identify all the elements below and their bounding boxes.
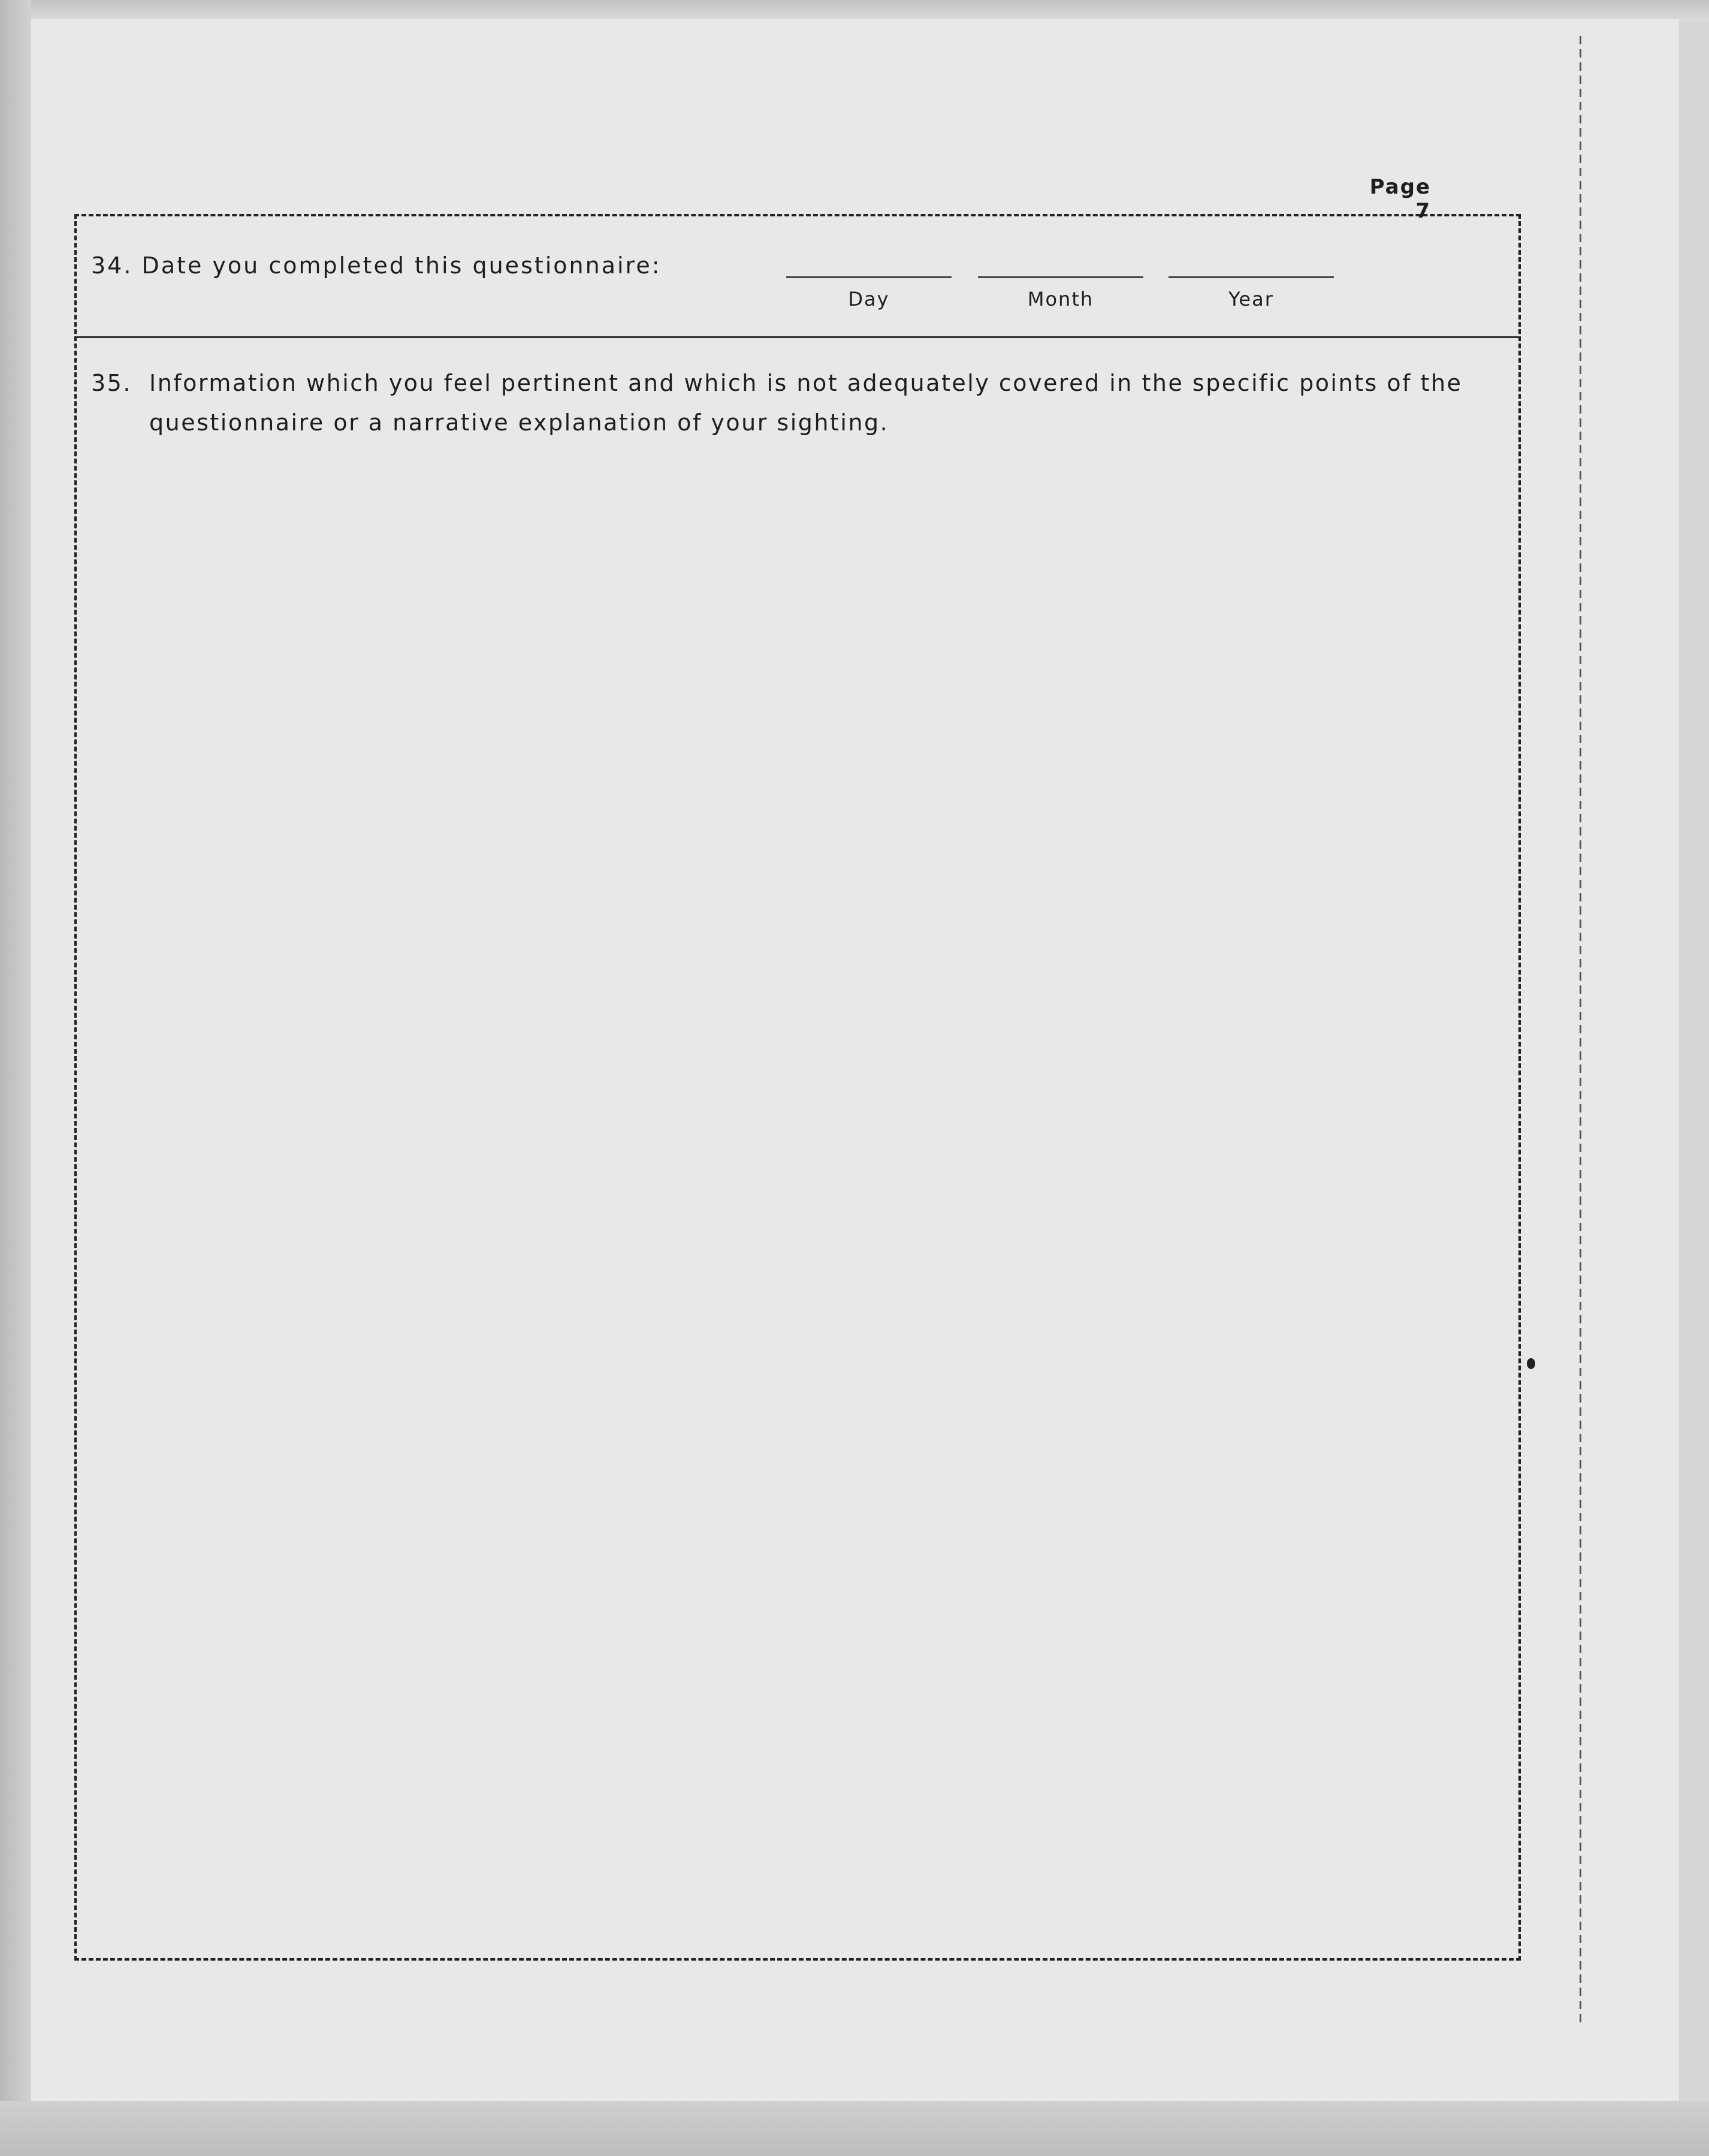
question-34-text: Date you completed this questionnaire:: [141, 252, 662, 279]
question-35-line-1: [91, 363, 1487, 403]
questionnaire-form-box: [74, 214, 1521, 1961]
perforation-rule: [1580, 36, 1581, 2026]
date-month-field[interactable]: [978, 276, 1143, 310]
date-month-label: Month: [1027, 288, 1094, 310]
question-34-number: 34.: [91, 252, 133, 279]
date-day-field[interactable]: [786, 276, 952, 310]
date-month-line[interactable]: [978, 276, 1143, 278]
question-35-text-line-1: Information which you feel pertinent and which is not adequately covered in the specific points of the: [149, 370, 1463, 396]
question-35-text-line-2: questionnaire or a narrative explanation of your sighting.: [149, 409, 889, 436]
date-year-label: Year: [1228, 288, 1274, 310]
date-year-line[interactable]: [1168, 276, 1334, 278]
question-34: [91, 252, 662, 279]
page-number: Page 7: [1369, 175, 1431, 223]
date-year-field[interactable]: [1168, 276, 1334, 310]
scan-top-edge: [0, 0, 1709, 22]
question-35: [91, 363, 1487, 442]
date-day-line[interactable]: [786, 276, 952, 278]
scan-left-edge: [0, 0, 31, 2156]
date-day-label: Day: [848, 288, 890, 310]
question-35-number: 35.: [91, 370, 132, 396]
punch-hole-mark: [1527, 1358, 1535, 1369]
section-divider: [77, 336, 1518, 338]
scan-bottom-edge: [0, 2101, 1709, 2156]
